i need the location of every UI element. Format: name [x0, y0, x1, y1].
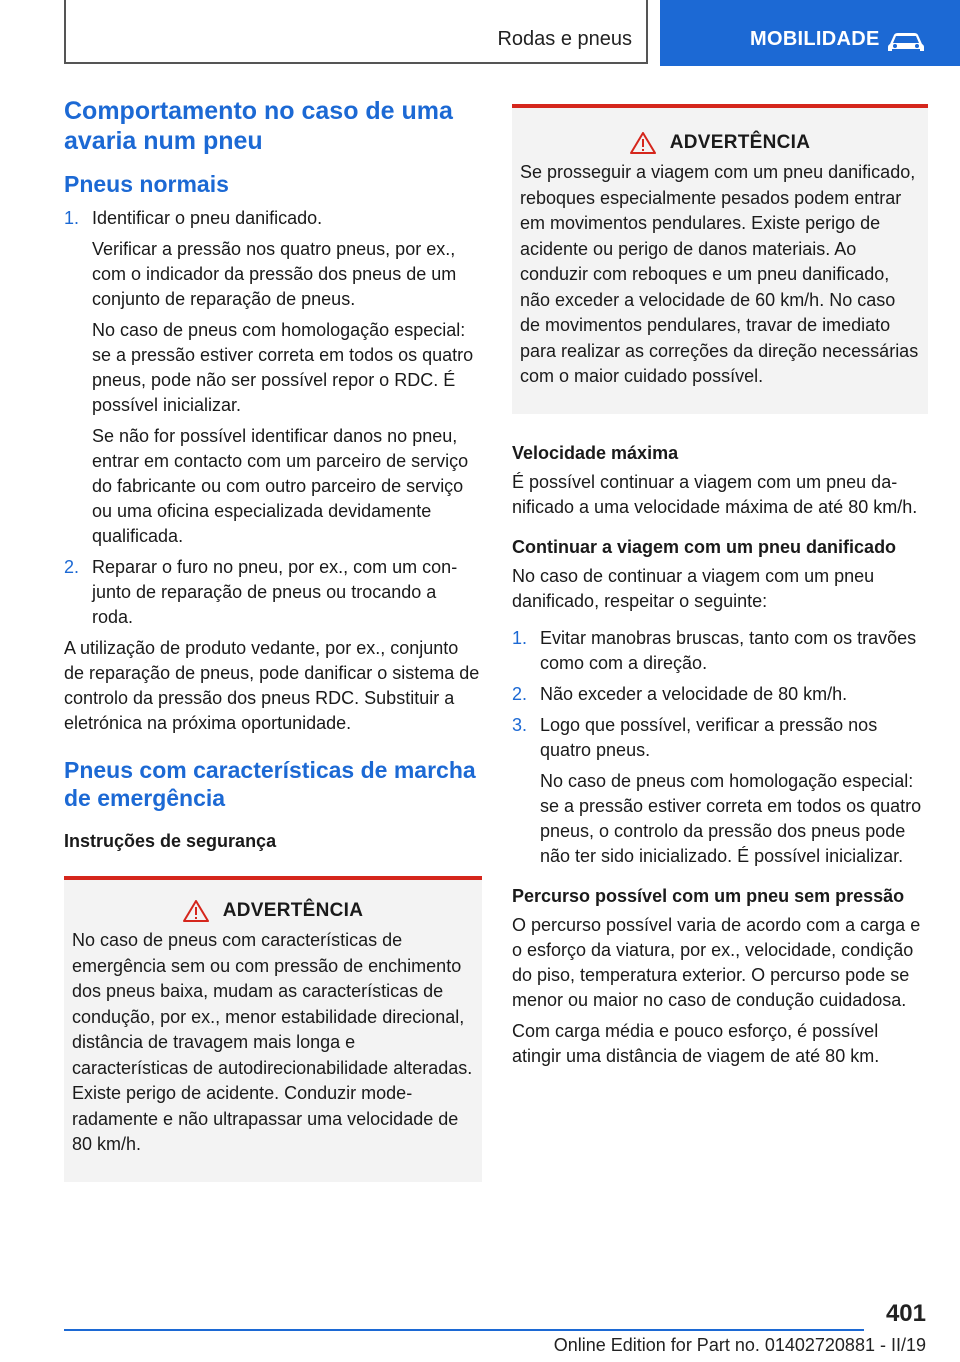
- step-number: 2.: [512, 683, 528, 704]
- list-item: [512, 713, 928, 869]
- list-item: [512, 626, 928, 676]
- list-item: [64, 555, 482, 630]
- range-text: O percurso possível varia de acordo com a carga e o esforço da viatura, por ex., velocidade, condição do piso, temperatura exterior. O percurso pode se menor ou maior no caso de condução cuidadosa.: [512, 914, 921, 1010]
- right-column: [512, 104, 928, 1075]
- page-header: [0, 0, 960, 66]
- step-number: 2.: [64, 557, 80, 577]
- step-text: Evitar manobras bruscas, tanto com os travões como com a direção.: [540, 627, 917, 673]
- list-item: [64, 206, 482, 549]
- range-heading: Percurso possível com um pneu sem pressão: [512, 885, 905, 906]
- step-text: Reparar o furo no pneu, por ex., com um conjunto de reparação de pneus ou trocando a roda.: [92, 557, 458, 627]
- warning-title: [72, 900, 474, 922]
- list-item: [512, 682, 928, 707]
- section-label: Rodas e pneus: [497, 28, 632, 50]
- warning-title-text: ADVERTÊNCIA: [669, 132, 811, 153]
- safety-heading: Instruções de segurança: [64, 831, 277, 851]
- continue-steps: [512, 626, 928, 869]
- step-number: 1.: [64, 208, 80, 228]
- step-text: No caso de pneus com homologação especial: se a pressão estiver correta em todos os quatro pneus, pode não ser possível repor o RDC. É possível inicializar.: [92, 320, 474, 415]
- normal-tires-heading: Pneus normais: [64, 171, 229, 197]
- step-text: Verificar a pressão nos quatro pneus, por ex., com o indicador da pressão dos pneus de um conjunto de reparação de pneus.: [92, 239, 457, 309]
- step-text: Identificar o pneu danificado.: [92, 208, 323, 228]
- left-column: [64, 96, 482, 1198]
- warning-title: [520, 132, 920, 154]
- max-speed-heading: Velocidade máxima: [512, 442, 679, 463]
- step-text: Se não for possível identificar danos no pneu, entrar em contacto com um parceiro de serviço do fabricante ou com outro parceiro de serviço ou uma oficina especializada devidamente qualificada.: [92, 426, 469, 546]
- warning-box: [64, 876, 482, 1182]
- step-number: 1.: [512, 627, 528, 648]
- step-text: Logo que possível, verificar a pressão nos quatro pneus.: [540, 714, 878, 760]
- step-text: Não exceder a velocidade de 80 km/h.: [540, 683, 848, 704]
- footer-divider: [64, 1329, 864, 1331]
- continue-intro: No caso de continuar a viagem com um pneu danificado, respeitar o seguinte:: [512, 565, 875, 611]
- step-text: No caso de pneus com homologação especial: se a pressão estiver correta em todos os quatro pneus, o controlo da pressão dos pneus pode não ter sido inicializado. É possível inicializar.: [540, 770, 922, 866]
- sealant-note: A utilização de produto vedante, por ex., conjunto de reparação de pneus, pode danificar o sistema de controlo da pressão dos pneus RDC. Substituir a eletrónica na próxima oportunidade.: [64, 638, 480, 733]
- max-speed-text: É possível continuar a viagem com um pneu danificado a uma velocidade máxima de até 80 km/h.: [512, 471, 918, 517]
- warning-triangle-icon: [630, 132, 656, 154]
- warning-text: No caso de pneus com características de emergência sem ou com pressão de enchimento dos pneus baixa, mudam as características de condução, por ex., menor estabilidade direcional, distância de travagem mais longa e características de autodirecionabilidade alteradas. Existe perigo de acidente. Conduzir moderadamente e não ultrapassar uma velocidade de 80 km/h.: [72, 930, 473, 1154]
- edition-note: Online Edition for Part no. 01402720881 - II/19: [553, 1335, 926, 1355]
- warning-title-text: ADVERTÊNCIA: [222, 900, 364, 921]
- page-title: Comportamento no caso de uma avaria num pneu: [64, 97, 453, 155]
- chapter-label: MOBILIDADE: [750, 28, 880, 50]
- warning-box: [512, 104, 928, 414]
- normal-tires-steps: [64, 206, 482, 630]
- runflat-heading: Pneus com características de marcha de emergência: [64, 757, 476, 811]
- warning-text: Se prosseguir a viagem com um pneu danificado, reboques especialmente pesados podem entrar em movimentos pendulares. Existe perigo de acidente ou perigo de danos materiais. Ao conduzir com reboques e um pneu danificado, não exceder a velocidade de 60 km/h. No caso de movimentos pendulares, travar de imediato para realizar as correções da direção necessárias com o maior cuidado possível.: [520, 162, 919, 386]
- continue-heading: Continuar a viagem com um pneu danificado: [512, 536, 897, 557]
- car-icon: [886, 30, 926, 54]
- step-number: 3.: [512, 714, 528, 735]
- page-number: 401: [885, 1300, 926, 1327]
- range-text: Com carga média e pouco esforço, é possível atingir uma distância de viagem de até 80 km.: [512, 1020, 880, 1066]
- warning-triangle-icon: [183, 900, 209, 922]
